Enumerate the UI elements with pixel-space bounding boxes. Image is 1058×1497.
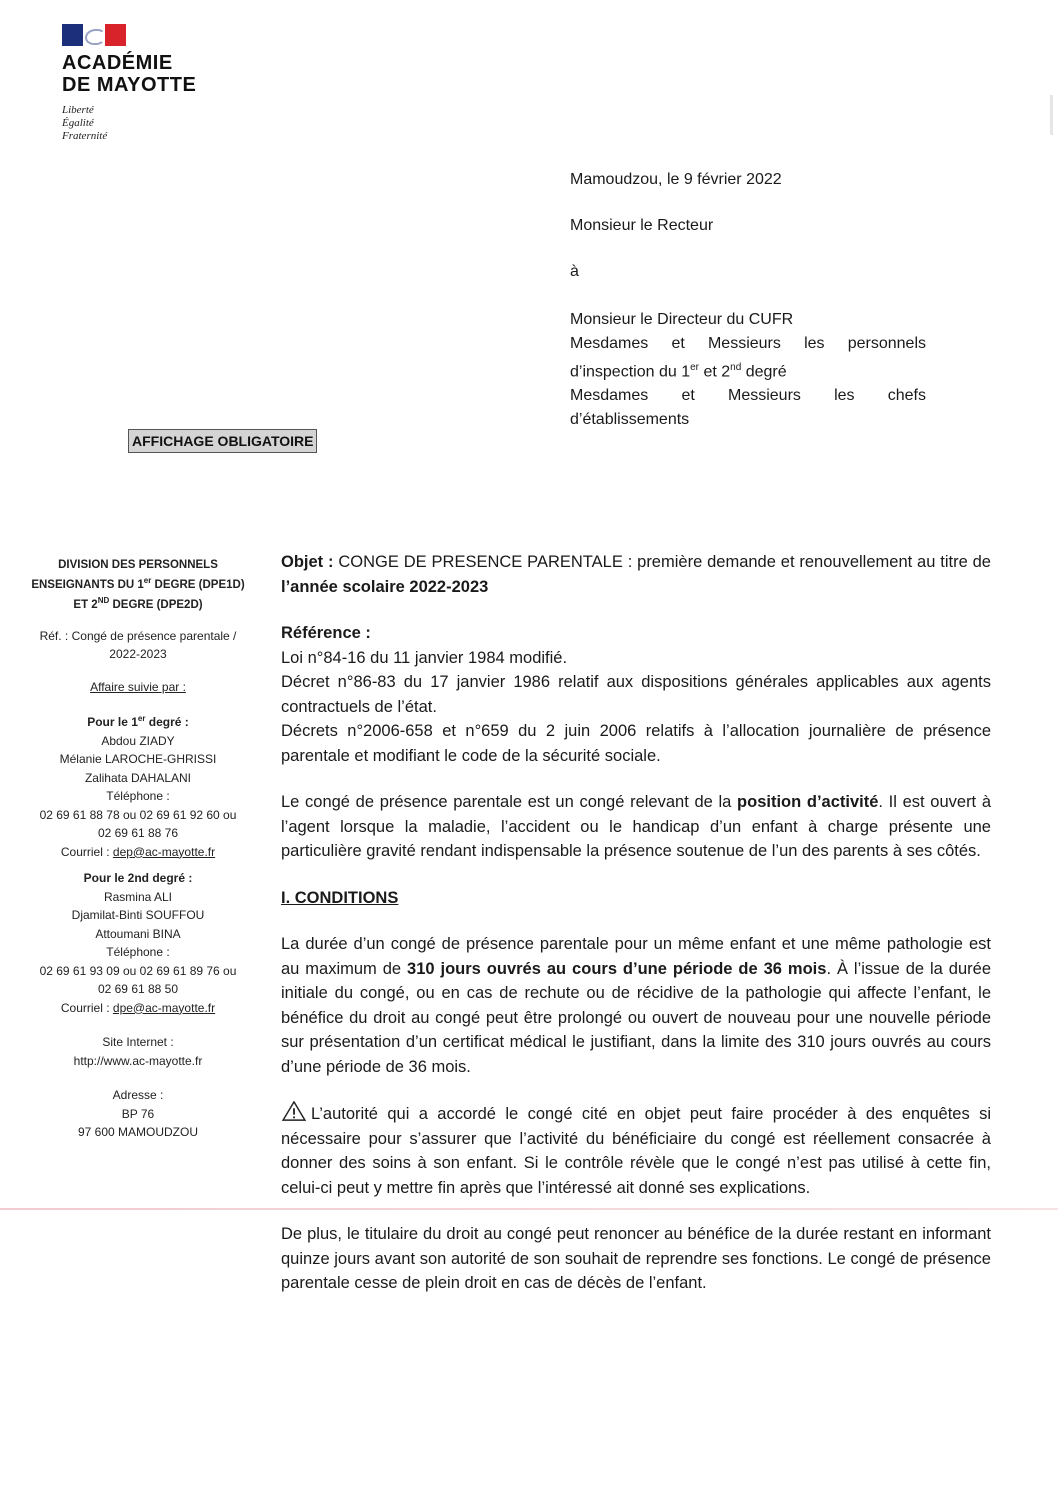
- logo-block: [62, 24, 196, 143]
- subject: Objet : CONGE DE PRESENCE PARENTALE : première demande et renouvellement au titre de l’année scolaire 2022-2023: [281, 553, 991, 596]
- phone-number: 02 69 61 88 50: [97, 982, 179, 997]
- website-link[interactable]: http://www.ac-mayotte.fr: [73, 1053, 203, 1068]
- org-name: ACADÉMIE DE MAYOTTE: [62, 52, 197, 96]
- scan-edge-mark: [1050, 95, 1053, 135]
- email-link[interactable]: dep@ac-mayotte.fr: [112, 844, 216, 859]
- contact-name: Rasmina ALI: [103, 889, 173, 904]
- second-degree-contacts: Pour le 2nd degré : Rasmina ALI Djamilat-Binti SOUFFOU Attoumani BINA Téléphone : 02 69 61 93 09 ou 02 69 61 89 76 ou 02 69 61 88 50 Courriel : dpe@ac-mayotte.fr: [14, 869, 262, 1017]
- conditions-paragraph: La durée d’un congé de présence parentale pour un même enfant et une même pathologie est au maximum de 310 jours ouvrés au cours d’une période de 36 mois. À l’issue de la durée initiale du congé, ou en cas de rechute ou de récidive de la pathologie qui affecte l’enfant, le bénéfice du droit au congé peut être prolongé ou ouvert de nouveau pour une nouvelle période sur présentation d’un certificat médical le justifiant, dans la limite des 310 jours ouvrés au cours d’une période de 36 mois.: [281, 935, 991, 1076]
- contact-name: Attoumani BINA: [95, 926, 181, 941]
- phone-number: 02 69 61 93 09 ou 02 69 61 89 76 ou: [39, 963, 237, 978]
- mandatory-display-stamp: AFFICHAGE OBLIGATOIRE: [128, 429, 317, 453]
- reference-item: Loi n°84-16 du 11 janvier 1984 modifié.: [281, 648, 568, 667]
- recipient-line: Monsieur le Directeur du CUFR: [570, 311, 794, 328]
- letter-body: [281, 550, 991, 1296]
- affaire-label: Affaire suivie par :: [90, 679, 186, 694]
- sender: Monsieur le Recteur: [570, 217, 714, 234]
- recipient-line: Mesdames et Messieurs les personnels: [570, 335, 926, 352]
- recipient-line: Mesdames et Messieurs les chefs: [570, 387, 926, 405]
- recipient-line: d’établissements: [570, 411, 690, 429]
- intro-paragraph: Le congé de présence parentale est un congé relevant de la position d’activité. Il est ouvert à l’agent lorsque la maladie, l’accident ou le handicap d’un enfant à charge présente une particulière gravité rendant indispensable la présence soutenue de l’un des parents à ses côtés.: [281, 793, 991, 860]
- recipient-line: d’inspection du 1er et 2nd degré: [570, 362, 787, 381]
- motto: Liberté Égalité Fraternité: [62, 104, 108, 142]
- reference-item: Décrets n°2006-658 et n°659 du 2 juin 2006 relatifs à l’allocation journalière de présence parentale et modifiant le code de la sécurité sociale.: [281, 722, 991, 765]
- closing-paragraph: De plus, le titulaire du droit au congé peut renoncer au bénéfice de la durée restant en informant quinze jours avant son autorité de son souhait de reprendre ses fonctions. Le congé de présence parentale cesse de plein droit en cas de décès de l’enfant.: [281, 1225, 991, 1292]
- first-degree-contacts: Pour le 1er degré : Abdou ZIADY Mélanie LAROCHE-GHRISSI Zalihata DAHALANI Téléphone : 02 69 61 88 78 ou 02 69 61 92 60 ou 02 69 61 88 76 Courriel : dep@ac-mayotte.fr: [14, 710, 262, 861]
- to-word: à: [570, 263, 579, 280]
- phone-number: 02 69 61 88 78 ou 02 69 61 92 60 ou: [39, 807, 237, 822]
- website-block: Site Internet : http://www.ac-mayotte.fr: [14, 1033, 262, 1070]
- contact-name: Mélanie LAROCHE-GHRISSI: [59, 752, 217, 767]
- division-title: DIVISION DES PERSONNELS ENSEIGNANTS DU 1er DEGRE (DPE1D) ET 2ND DEGRE (DPE2D): [31, 559, 245, 611]
- marianne-flag-icon: [62, 24, 126, 46]
- section-heading: I. CONDITIONS: [281, 888, 399, 907]
- contact-name: Djamilat-Binti SOUFFOU: [71, 908, 205, 923]
- letter-date: Mamoudzou, le 9 février 2022: [570, 171, 782, 188]
- address-block: Adresse : BP 76 97 600 MAMOUDZOU: [77, 1088, 199, 1140]
- warning-icon: [281, 1101, 307, 1121]
- contact-sidebar: [14, 557, 262, 1142]
- reference-item: Décret n°86-83 du 17 janvier 1986 relatif aux dispositions générales applicables aux agents contractuels de l’état.: [281, 673, 991, 716]
- email-link[interactable]: dpe@ac-mayotte.fr: [112, 1000, 216, 1015]
- reference-note: Réf. : Congé de présence parentale / 2022-2023: [39, 628, 237, 662]
- reference-title: Référence :: [281, 624, 371, 642]
- contact-name: Abdou ZIADY: [101, 733, 175, 748]
- phone-number: 02 69 61 88 76: [97, 826, 179, 841]
- contact-name: Zalihata DAHALANI: [84, 770, 192, 785]
- recipient-block: [570, 168, 926, 432]
- warning-paragraph: L’autorité qui a accordé le congé cité en objet peut faire procéder à des enquêtes si nécessaire pour s’assurer que l’activité du bénéficiaire du congé est réellement consacrée à donner des soins à son enfant. Si le contrôle révèle que le congé n’est pas utilisé à cette fin, celui-ci peut y mettre fin après que l’intéressé ait donné ses explications.: [281, 1101, 991, 1200]
